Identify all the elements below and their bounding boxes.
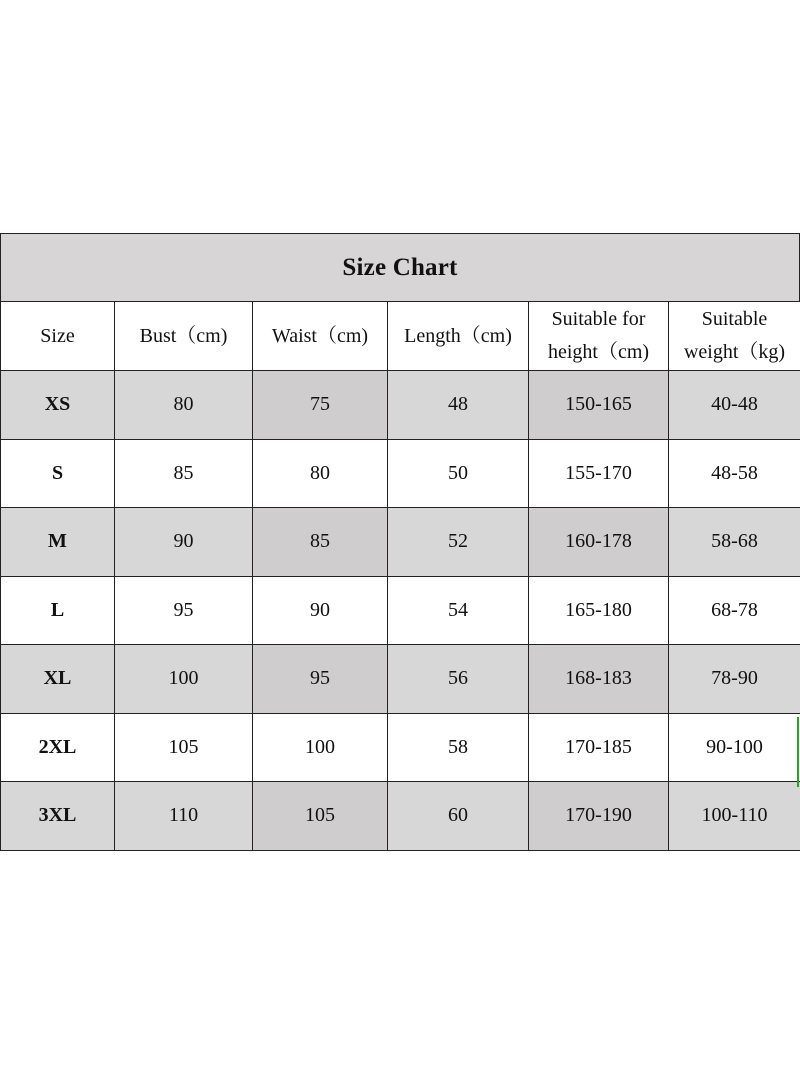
length-cell: 60 bbox=[388, 782, 529, 851]
size-cell: 3XL bbox=[1, 782, 115, 851]
bust-cell: 100 bbox=[115, 645, 253, 714]
table-row bbox=[1, 713, 800, 782]
waist-cell: 85 bbox=[253, 508, 388, 577]
size-chart bbox=[0, 233, 800, 851]
chart-title: Size Chart bbox=[0, 233, 800, 301]
height-cell: 165-180 bbox=[529, 576, 669, 645]
length-cell: 50 bbox=[388, 439, 529, 508]
size-cell: XS bbox=[1, 371, 115, 440]
waist-cell: 80 bbox=[253, 439, 388, 508]
weight-cell: 78-90 bbox=[669, 645, 800, 714]
waist-cell: 90 bbox=[253, 576, 388, 645]
header-bust: Bust（cm) bbox=[115, 302, 253, 371]
header-size: Size bbox=[1, 302, 115, 371]
size-cell: S bbox=[1, 439, 115, 508]
bust-cell: 80 bbox=[115, 371, 253, 440]
waist-cell: 105 bbox=[253, 782, 388, 851]
height-cell: 155-170 bbox=[529, 439, 669, 508]
header-row bbox=[1, 302, 800, 371]
weight-cell: 58-68 bbox=[669, 508, 800, 577]
size-cell: XL bbox=[1, 645, 115, 714]
header-length: Length（cm) bbox=[388, 302, 529, 371]
length-cell: 52 bbox=[388, 508, 529, 577]
waist-cell: 75 bbox=[253, 371, 388, 440]
weight-cell: 68-78 bbox=[669, 576, 800, 645]
size-cell: M bbox=[1, 508, 115, 577]
weight-cell: 40-48 bbox=[669, 371, 800, 440]
edge-marker bbox=[797, 717, 799, 787]
length-cell: 54 bbox=[388, 576, 529, 645]
height-cell: 170-190 bbox=[529, 782, 669, 851]
waist-cell: 95 bbox=[253, 645, 388, 714]
bust-cell: 90 bbox=[115, 508, 253, 577]
table-row bbox=[1, 508, 800, 577]
height-cell: 150-165 bbox=[529, 371, 669, 440]
table-row bbox=[1, 371, 800, 440]
bust-cell: 105 bbox=[115, 713, 253, 782]
table-row bbox=[1, 576, 800, 645]
size-cell: 2XL bbox=[1, 713, 115, 782]
height-cell: 170-185 bbox=[529, 713, 669, 782]
table-row bbox=[1, 782, 800, 851]
bust-cell: 110 bbox=[115, 782, 253, 851]
waist-cell: 100 bbox=[253, 713, 388, 782]
length-cell: 56 bbox=[388, 645, 529, 714]
header-waist: Waist（cm) bbox=[253, 302, 388, 371]
table-row bbox=[1, 645, 800, 714]
weight-cell: 48-58 bbox=[669, 439, 800, 508]
length-cell: 58 bbox=[388, 713, 529, 782]
height-cell: 160-178 bbox=[529, 508, 669, 577]
size-cell: L bbox=[1, 576, 115, 645]
weight-cell: 100-110 bbox=[669, 782, 800, 851]
height-cell: 168-183 bbox=[529, 645, 669, 714]
length-cell: 48 bbox=[388, 371, 529, 440]
header-height: Suitable for height（cm) bbox=[529, 302, 669, 371]
bust-cell: 95 bbox=[115, 576, 253, 645]
table-row bbox=[1, 439, 800, 508]
bust-cell: 85 bbox=[115, 439, 253, 508]
size-table bbox=[0, 301, 800, 851]
weight-cell: 90-100 bbox=[669, 713, 800, 782]
header-weight: Suitable weight（kg) bbox=[669, 302, 800, 371]
